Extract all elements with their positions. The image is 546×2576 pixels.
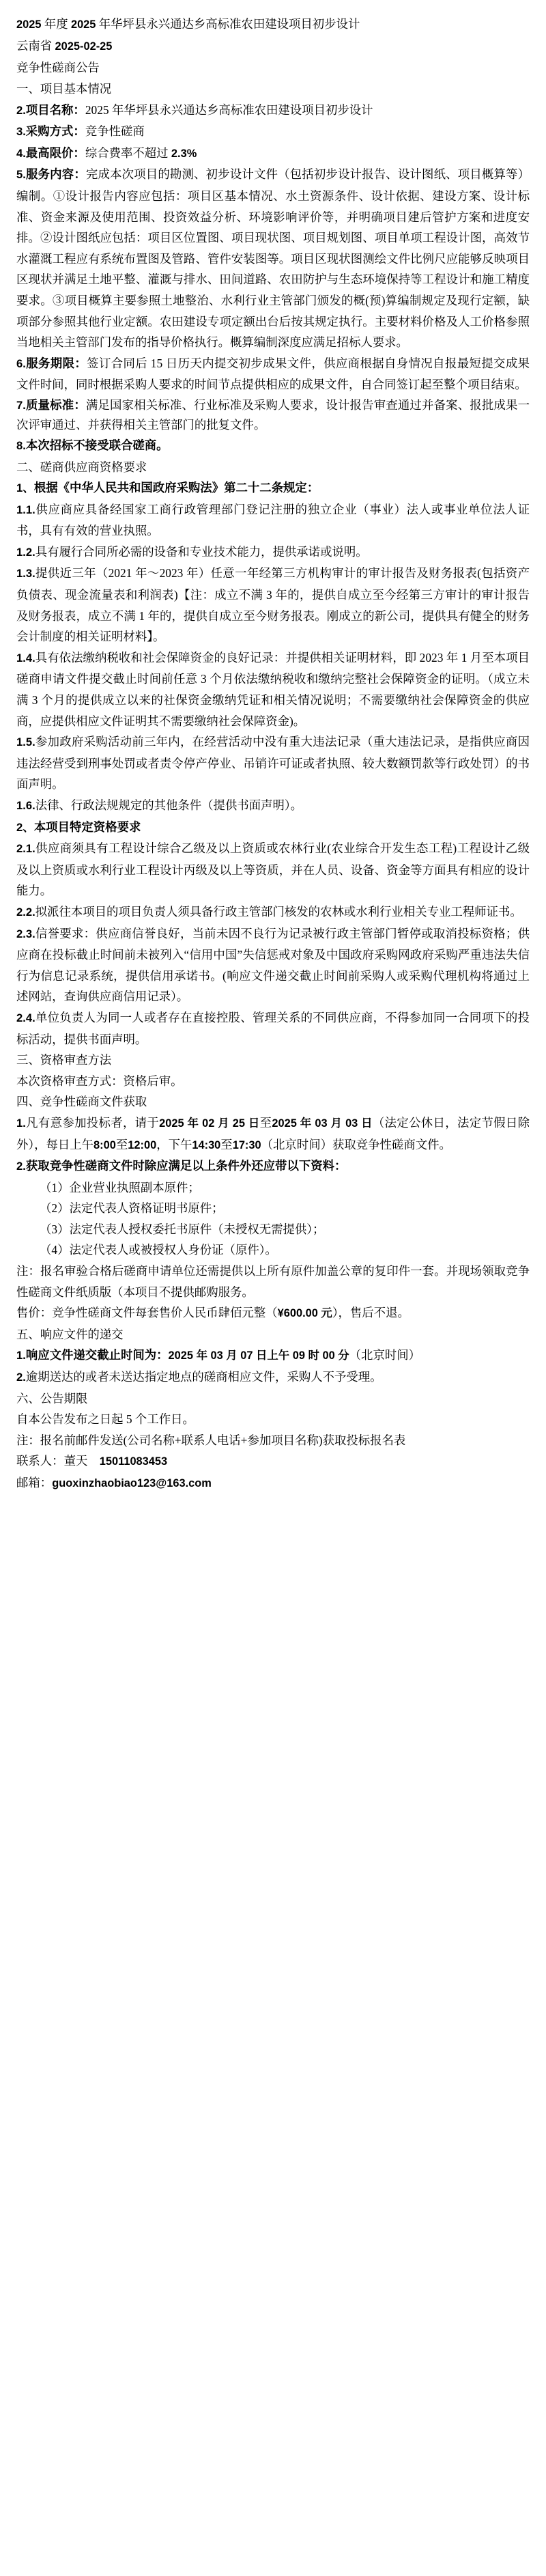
title-year-prefix: 2025 xyxy=(16,18,42,31)
item-1-6-number: 1.6. xyxy=(16,799,35,812)
section-1-heading: 一、项目基本情况 xyxy=(16,82,112,96)
max-rate-value: 2.3% xyxy=(171,147,197,160)
deadline-key: 响应文件递交截止时间为： xyxy=(25,1348,169,1362)
item-max-price xyxy=(16,143,530,165)
item-service-period xyxy=(16,353,530,395)
item-1-5-text: 参加政府采购活动前三年内，在经营活动中没有重大违法记录（重大违法记录，是指供应商因违法经营受到刑事处罚或者责令停产停业、吊销许可证或者执照、较大数额罚款等行政处罚）的书面声明。 xyxy=(16,735,530,792)
document-body xyxy=(16,14,530,1494)
response-deadline xyxy=(16,1345,530,1367)
acq-pm-start: 14:30 xyxy=(192,1138,221,1151)
province-label: 云南省 xyxy=(16,39,53,53)
acq-am-end: 12:00 xyxy=(128,1138,157,1151)
section-6-heading: 六、公告期限 xyxy=(16,1391,88,1405)
deadline-suffix: （北京时间） xyxy=(349,1348,421,1362)
item-1-text: 根据《中华人民共和国政府采购法》第二十二条规定： xyxy=(33,481,319,495)
item-8-text: 本次招标不接受联合磋商。 xyxy=(25,438,169,452)
item-6-text: 签订合同后 15 日历天内提交初步成果文件，供应商根据自身情况自报最短提交成果文件时间，同时根据采购人要求的时间节点提供相应的成果文件，自合同签订起至整个项目结束。 xyxy=(16,356,530,392)
late-submission-rule xyxy=(16,1367,530,1388)
item-no-consortium xyxy=(16,435,530,457)
qualification-2-4 xyxy=(16,1007,530,1050)
notice-period-text: 自本公告发布之日起 5 个工作日。 xyxy=(16,1412,195,1427)
contact-email-line xyxy=(16,1472,530,1494)
acq-text-c: （法定公休日，法定节假日除外），每日上午 xyxy=(16,1115,530,1151)
qualification-2-3 xyxy=(16,923,530,1007)
section-2-heading: 二、磋商供应商资格要求 xyxy=(16,460,147,474)
item-3-key: 采购方式： xyxy=(25,124,85,139)
document-title xyxy=(16,14,530,36)
section-4-item-2-text: 获取竞争性磋商文件时除应满足以上条件外还应带以下资料： xyxy=(25,1159,347,1173)
item-procurement-method xyxy=(16,121,530,143)
item-4-number: 4. xyxy=(16,146,26,160)
price-text-a: 竞争性磋商文件每套售价人民币肆佰元整（ xyxy=(52,1306,278,1320)
item-1-2-text: 具有履行合同所必需的设备和专业技术能力，提供承诺或说明。 xyxy=(35,544,368,559)
acq-am-start: 8:00 xyxy=(94,1138,116,1151)
item-5-key: 服务内容： xyxy=(25,167,86,182)
acq-text-b: 至 xyxy=(259,1115,272,1130)
item-project-name xyxy=(16,100,530,122)
document-price xyxy=(16,1302,530,1324)
email-label: 邮箱： xyxy=(16,1476,53,1489)
item-1-1-text: 供应商应具备经国家工商行政管理部门登记注册的独立企业（事业）法人或事业单位法人证书，具有有效的营业执照。 xyxy=(16,502,530,538)
item-2-2-number: 2.2. xyxy=(16,905,35,919)
section-4-item-2-number: 2. xyxy=(16,1160,26,1173)
material-item-1: （1）企业营业执照副本原件； xyxy=(40,1180,200,1194)
item-2-1-number: 2.1. xyxy=(16,842,35,856)
acq-text-g: （北京时间）获取竞争性磋商文件。 xyxy=(261,1137,451,1151)
contact-label: 联系人： xyxy=(16,1454,64,1468)
email-value: guoxinzhaobiao123@163.com xyxy=(52,1477,212,1489)
item-1-1-number: 1.1. xyxy=(16,503,35,516)
material-item-2: （2）法定代表人资格证明书原件； xyxy=(40,1201,224,1216)
item-2-3-number: 2.3. xyxy=(16,927,35,940)
acq-date-end: 2025 年 03 月 03 日 xyxy=(272,1117,373,1130)
item-7-key: 质量标准： xyxy=(25,397,86,412)
item-quality-standard xyxy=(16,395,530,435)
qualification-2-2 xyxy=(16,901,530,923)
material-item-3: （3）法定代表人授权委托书原件（未授权无需提供）； xyxy=(40,1222,325,1236)
notice-type: 竞争性磋商公告 xyxy=(16,61,100,74)
qualification-1-4 xyxy=(16,647,530,731)
acq-text-a: 凡有意参加投标者，请于 xyxy=(25,1115,160,1130)
acquisition-note: 注：报名审验合格后磋商申请单位还需提供以上所有原件加盖公章的复印件一套。并现场领取竞争性磋商文件纸质版（本项目不提供邮购服务。 xyxy=(16,1264,530,1299)
acq-date-start: 2025 年 02 月 25 日 xyxy=(159,1117,260,1130)
document-acquisition-materials xyxy=(16,1156,530,1177)
publish-date: 2025-02-25 xyxy=(55,40,113,53)
item-1-2-number: 1.2. xyxy=(16,545,35,559)
item-3-value: 竞争性磋商 xyxy=(85,124,145,139)
acq-text-f: 至 xyxy=(220,1137,233,1151)
acq-text-e: ，下午 xyxy=(156,1137,192,1151)
material-item-4: （4）法定代表人或被授权人身份证（原件）。 xyxy=(40,1243,277,1257)
qualification-1-1 xyxy=(16,499,530,542)
section-5-item-2-text: 逾期送达的或者未送达指定地点的磋商相应文件，采购人不予受理。 xyxy=(25,1370,382,1384)
title-project-name: 年华坪县永兴通达乡高标准农田建设项目初步设计 xyxy=(96,17,360,31)
item-1-5-number: 1.5. xyxy=(16,736,35,749)
title-year: 2025 xyxy=(70,18,96,31)
item-1-6-text: 法律、行政法规规定的其他条件（提供书面声明）。 xyxy=(35,798,302,812)
acq-pm-end: 17:30 xyxy=(232,1138,261,1151)
item-2-text-sec2: 本项目特定资格要求 xyxy=(33,820,141,834)
item-2-4-number: 2.4. xyxy=(16,1011,35,1024)
item-2-2-text: 拟派往本项目的项目负责人须具备行政主管部门核发的农林或水利行业相关专业工程师证书。 xyxy=(35,904,522,919)
document-acquisition-time xyxy=(16,1112,530,1156)
item-5-text: 完成本次项目的勘测、初步设计文件（包括初步设计报告、设计图纸、项目概算等）编制。①设计报告内容应包括：项目区基本情况、水土资源条件、设计依据、建设方案、设计标准、资金来源及使用范围、投资效益分析、环境影响评价等，并明确项目建后管护方案和进度安排。②设计图纸应包括：项目区位置图、项目现状图、项目规划图、项目单项工程设计图，高效节水灌溉工程应有系统布置图及管路、管件安装图等。项目区现状图测绘文件比例尺应能够反映项目区现状并满足土地平整、灌溉与排水、田间道路、农田防护与生态环境保持等工程设计和施工精度要求。③项目概算主要参照土地整治、水利行业主管部门颁发的概(预)算编制规定及现行定额，缺项部分参照其他行业定额。农田建设专项定额出台后按其规定执行。主要材料价格及人工价格参照当地相关主管部门发布的指导价格执行。概算编制深度应满足招标人要求。 xyxy=(16,167,530,350)
item-6-number: 6. xyxy=(16,356,26,370)
item-2-number: 2. xyxy=(16,103,26,117)
item-3-number: 3. xyxy=(16,125,26,139)
price-label: 售价： xyxy=(16,1306,53,1320)
section-3-heading: 三、资格审查方法 xyxy=(16,1053,112,1067)
section-4-item-1-number: 1. xyxy=(16,1116,26,1130)
item-2-3-key: 信誉要求： xyxy=(35,926,96,940)
acq-text-d: 至 xyxy=(115,1137,128,1151)
price-text-b: ），售后不退。 xyxy=(332,1306,410,1320)
item-1-3-text: 提供近三年（2021 年～2023 年）任意一年经第三方机构审计的审计报告及财务报表(包括资产负债表、现金流量表和利润表)【注：成立不满 3 年的，提供自成立至今经第三方审计的审计报告及财务报表，成立不满 1 年的，提供自成立至今财务报表。刚成立的新公司，提供具有健全的财务会计制度的相关证明材料】。 xyxy=(16,566,530,644)
province-and-date xyxy=(16,36,530,57)
item-2-key: 项目名称： xyxy=(25,102,85,117)
section-5-item-2-number: 2. xyxy=(16,1371,26,1384)
section-3-text: 本次资格审查方式：资格后审。 xyxy=(16,1074,183,1088)
item-2-1-text: 供应商须具有工程设计综合乙级及以上资质或农林行业(农业综合开发生态工程)工程设计乙级及以上资质或水利行业工程设计丙级及以上等资质，并在人员、设备、资金等方面具有相应的设计能力。 xyxy=(16,841,530,898)
section-5-heading: 五、响应文件的递交 xyxy=(16,1327,124,1341)
item-7-text: 满足国家相关标准、行业标准及采购人要求，设计报告审查通过并备案、报批成果一次评审通过、并获得相关主管部门的批复文件。 xyxy=(16,397,530,432)
item-6-key: 服务期限： xyxy=(25,356,87,370)
item-2-4-text: 单位负责人为同一人或者存在直接控股、管理关系的不同供应商，不得参加同一合同项下的投标活动，提供书面声明。 xyxy=(16,1010,530,1046)
qualification-1-6 xyxy=(16,795,530,817)
item-5-number: 5. xyxy=(16,168,26,182)
registration-note: 注：报名前邮件发送(公司名称+联系人电话+参加项目名称)获取投标报名表 xyxy=(16,1433,406,1447)
item-4-key: 最高限价： xyxy=(25,145,85,160)
contact-person-line xyxy=(16,1451,530,1472)
qualification-2-1 xyxy=(16,838,530,901)
title-text: 年度 xyxy=(41,17,71,31)
item-2-value: 2025 年华坪县永兴通达乡高标准农田建设项目初步设计 xyxy=(85,102,373,117)
item-1-4-number: 1.4. xyxy=(16,651,35,664)
item-1-number: 1、 xyxy=(16,481,34,495)
qualification-1-5 xyxy=(16,731,530,795)
qualification-law-intro xyxy=(16,477,530,499)
price-value: ¥600.00 元 xyxy=(277,1307,332,1320)
section-4-heading: 四、竞争性磋商文件获取 xyxy=(16,1095,147,1109)
deadline-value: 2025 年 03 月 07 日上午 09 时 00 分 xyxy=(168,1349,349,1362)
contact-name: 董天 xyxy=(63,1454,88,1468)
item-service-content xyxy=(16,164,530,352)
qualification-1-2 xyxy=(16,542,530,563)
item-2-3-text: 供应商信誉良好，当前未因不良行为记录被行政主管部门暂停或取消投标资格；供应商在投标截止时间前未被列入“信用中国”失信惩戒对象及中国政府采购网政府采购严重违法失信行为信息记录系统，提供信用承诺书。(响应文件递交截止时间前采购人或采购代理机构将通过上述网站，查询供应商信用记录）。 xyxy=(16,926,530,1004)
section-5-item-1-number: 1. xyxy=(16,1349,26,1362)
item-8-number: 8. xyxy=(16,438,26,452)
contact-phone: 15011083453 xyxy=(99,1455,168,1468)
item-7-number: 7. xyxy=(16,398,26,412)
item-4-value-prefix: 综合费率不超过 xyxy=(85,145,171,160)
item-1-4-text: 具有依法缴纳税收和社会保障资金的良好记录：并提供相关证明材料，即 2023 年 1 月至本项目磋商申请文件提交截止时间前任意 3 个月依法缴纳税收和缴纳完整社会保障资金的证明。（成立未满 3 个月的提供成立以来的社保资金缴纳凭证和相关情况说明；不需要缴纳社会保障资金的供应商，应提供相应文件证明其不需要缴纳社会保障资金)。 xyxy=(16,650,530,728)
item-2-number-sec2: 2、 xyxy=(16,820,34,834)
qualification-1-3 xyxy=(16,563,530,647)
item-1-3-number: 1.3. xyxy=(16,567,35,580)
specific-qualification-heading xyxy=(16,817,530,839)
